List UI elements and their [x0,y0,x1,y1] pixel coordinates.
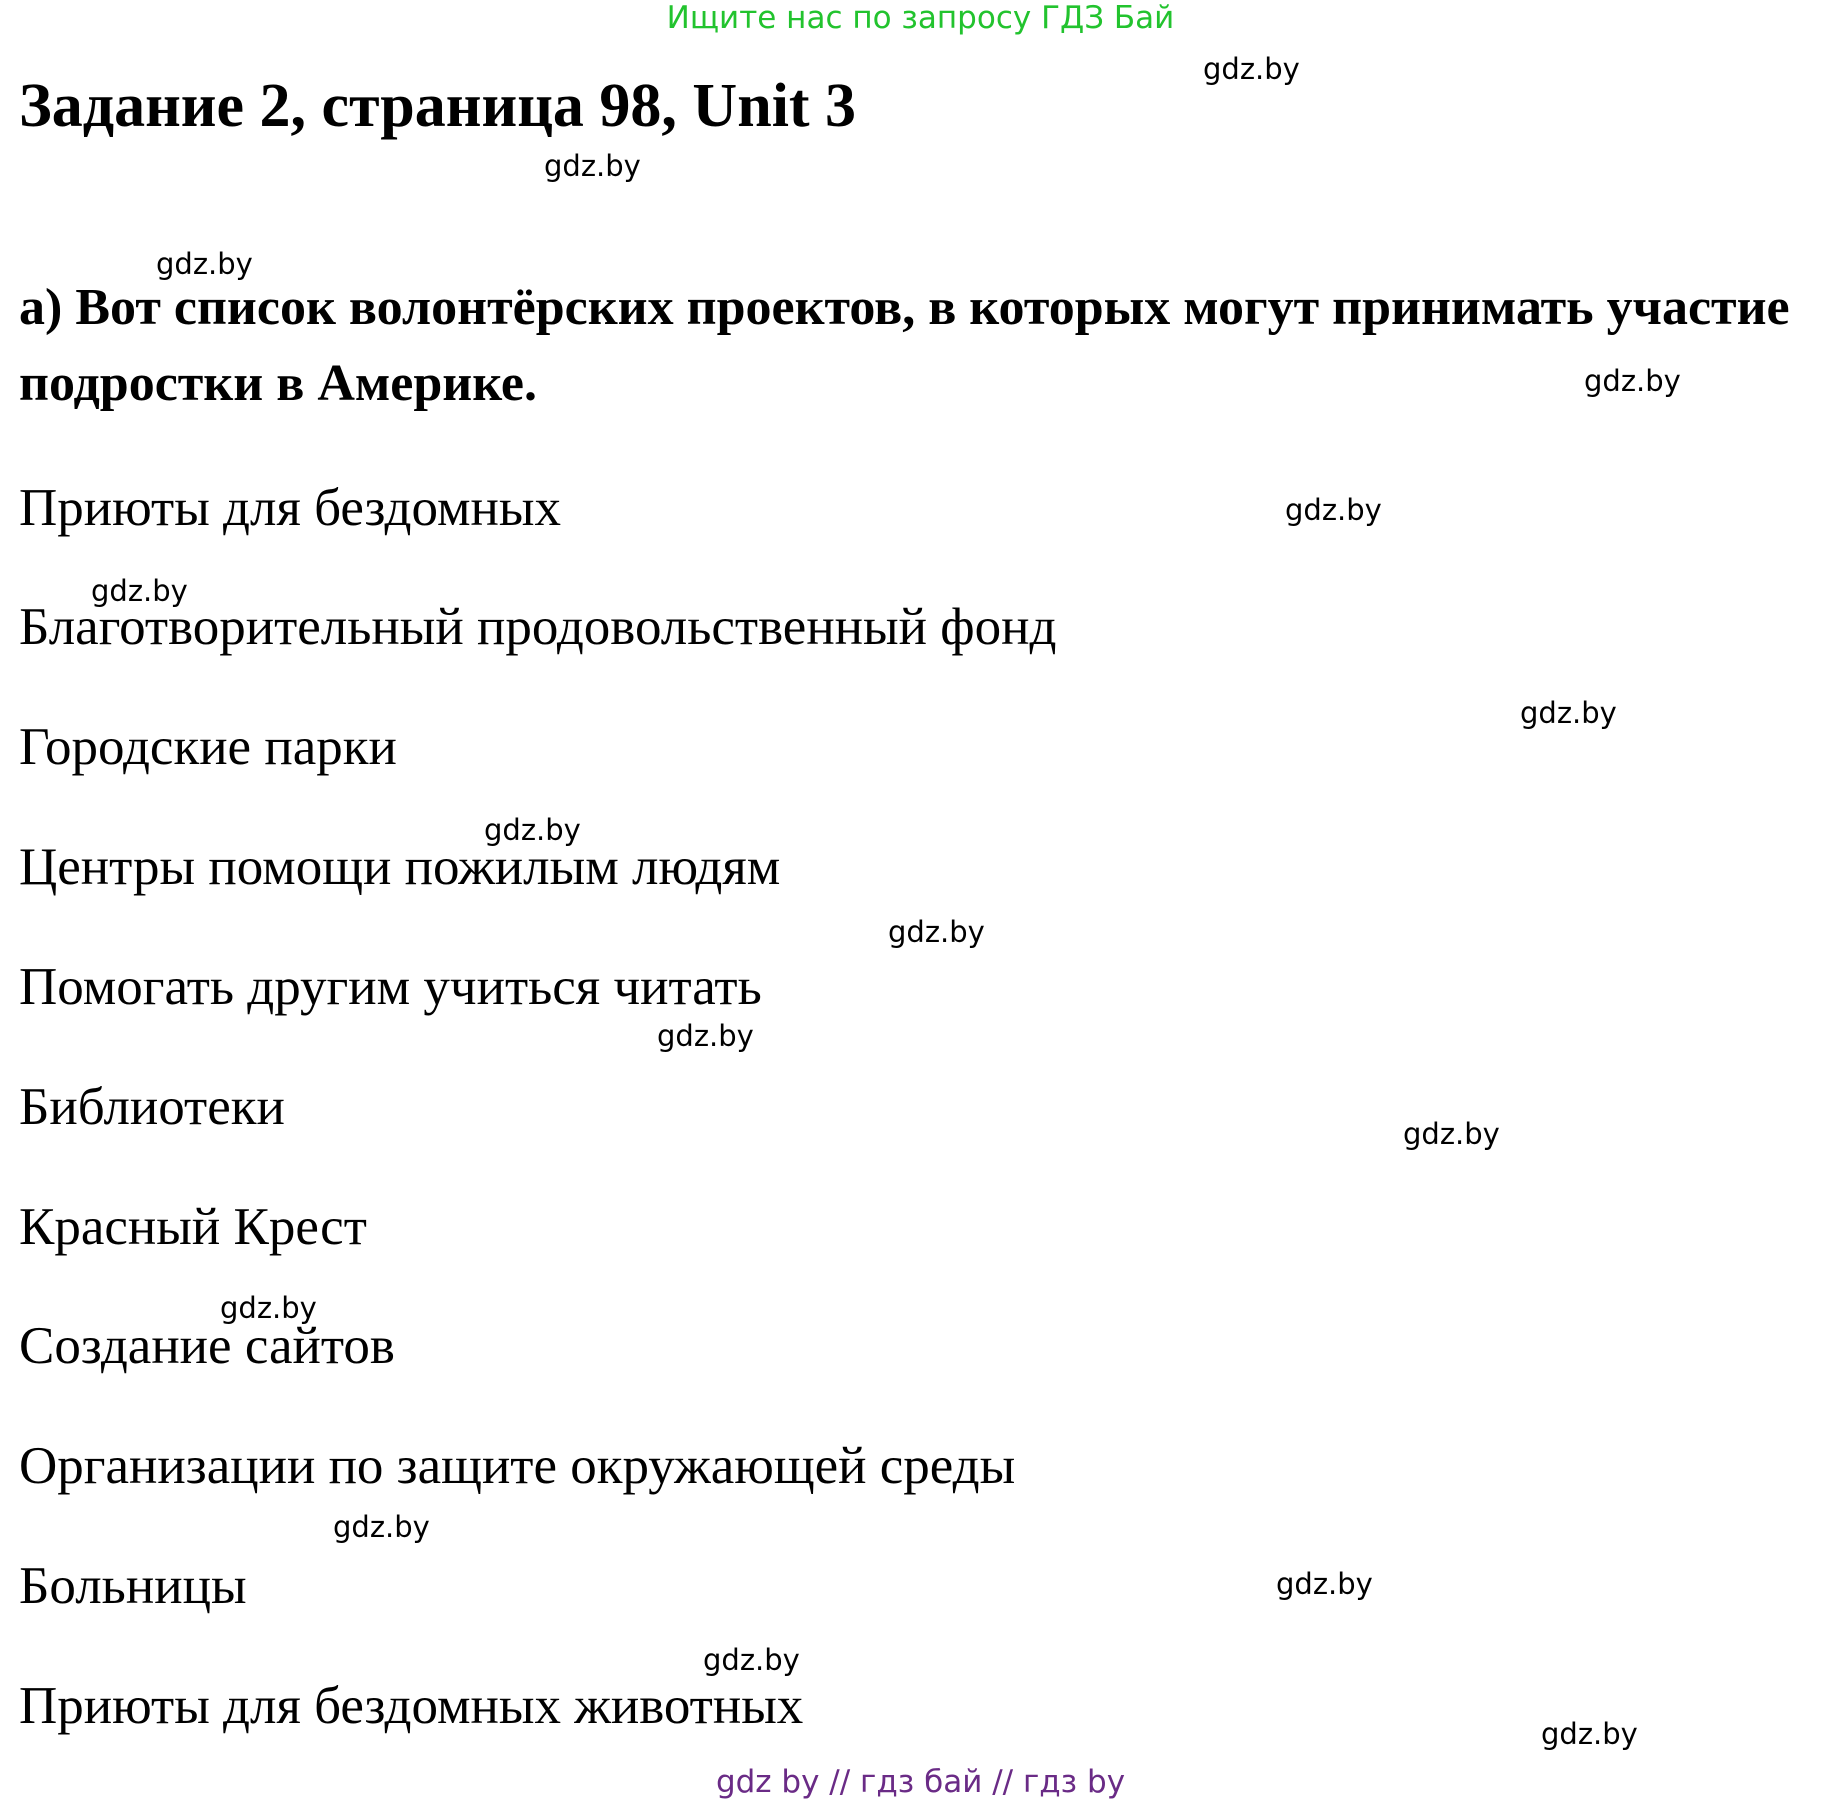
watermark-text: gdz.by [220,1291,317,1325]
list-item: Больницы [19,1557,247,1615]
watermark-text: gdz.by [1520,696,1617,730]
list-item: Приюты для бездомных [19,479,561,537]
watermark-text: gdz.by [544,149,641,183]
list-item: Библиотеки [19,1078,285,1136]
search-banner: Ищите нас по запросу ГДЗ Бай [666,0,1175,36]
watermark-text: gdz.by [91,574,188,608]
watermark-text: gdz.by [484,813,581,847]
watermark-text: gdz.by [1584,364,1681,398]
task-intro: а) Вот список волонтёрских проектов, в которых могут принимать участие подростки в Америке. [19,279,1790,412]
list-item: Приюты для бездомных животных [19,1677,804,1735]
watermark-text: gdz.by [657,1019,754,1053]
footer-links: gdz by // гдз бай // гдз by [715,1764,1126,1800]
watermark-text: gdz.by [1541,1717,1638,1751]
watermark-text: gdz.by [1285,493,1382,527]
list-item: Центры помощи пожилым людям [19,838,781,896]
watermark-text: gdz.by [1203,52,1300,86]
list-item: Благотворительный продовольственный фонд [19,598,1057,656]
watermark-text: gdz.by [1276,1567,1373,1601]
watermark-text: gdz.by [888,915,985,949]
list-item: Красный Крест [19,1198,367,1256]
page-title: Задание 2, страница 98, Unit 3 [19,72,857,140]
list-item: Помогать другим учиться читать [19,958,762,1016]
watermark-text: gdz.by [156,247,253,281]
watermark-text: gdz.by [333,1510,430,1544]
list-item: Организации по защите окружающей среды [19,1437,1016,1495]
watermark-text: gdz.by [703,1643,800,1677]
list-item: Городские парки [19,718,397,776]
list-item: Создание сайтов [19,1317,395,1375]
watermark-text: gdz.by [1403,1117,1500,1151]
